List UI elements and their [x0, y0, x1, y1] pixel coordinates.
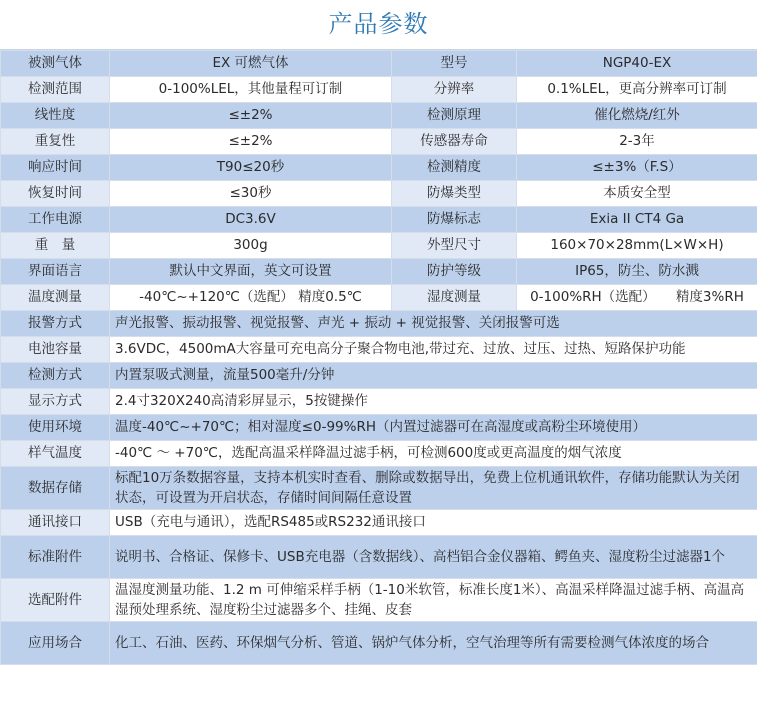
param-label: 恢复时间	[1, 181, 110, 207]
param-label: 检测方式	[1, 363, 110, 389]
param-value: 默认中文界面，英文可设置	[110, 259, 392, 285]
table-row	[1, 311, 757, 337]
spec-table-body	[1, 51, 757, 665]
param-label: 使用环境	[1, 415, 110, 441]
param-label: 线性度	[1, 103, 110, 129]
param-label: 重复性	[1, 129, 110, 155]
param-value: 说明书、合格证、保修卡、USB充电器（含数据线）、高档铝合金仪器箱、鳄鱼夹、湿度粉尘过滤器1个	[110, 536, 757, 579]
table-row	[1, 51, 757, 77]
param-value: -40℃ ～ +70℃，选配高温采样降温过滤手柄，可检测600度或更高温度的烟气浓度	[110, 441, 757, 467]
param-value: 2.4寸320X240高清彩屏显示，5按键操作	[110, 389, 757, 415]
param-label: 型号	[392, 51, 517, 77]
param-label: 防爆类型	[392, 181, 517, 207]
table-row	[1, 103, 757, 129]
param-label: 界面语言	[1, 259, 110, 285]
param-value: ≤30秒	[110, 181, 392, 207]
param-value: 催化燃烧/红外	[517, 103, 757, 129]
param-value: 本质安全型	[517, 181, 757, 207]
param-label: 电池容量	[1, 337, 110, 363]
param-value: 化工、石油、医药、环保烟气分析、管道、锅炉气体分析，空气治理等所有需要检测气体浓度的场合	[110, 622, 757, 665]
spec-table	[0, 50, 757, 665]
table-row	[1, 337, 757, 363]
table-row	[1, 415, 757, 441]
param-value: ≤±2%	[110, 129, 392, 155]
param-label: 应用场合	[1, 622, 110, 665]
param-value: ≤±3%（F.S）	[517, 155, 757, 181]
param-value: Exia II CT4 Ga	[517, 207, 757, 233]
param-label: 样气温度	[1, 441, 110, 467]
table-row	[1, 510, 757, 536]
param-label: 通讯接口	[1, 510, 110, 536]
param-value: 2-3年	[517, 129, 757, 155]
param-label: 防护等级	[392, 259, 517, 285]
param-label: 外型尺寸	[392, 233, 517, 259]
param-label: 检测精度	[392, 155, 517, 181]
param-value: 温度-40℃~+70℃；相对湿度≤0-99%RH（内置过滤器可在高湿度或高粉尘环境使用）	[110, 415, 757, 441]
param-value: 300g	[110, 233, 392, 259]
param-label: 响应时间	[1, 155, 110, 181]
param-value: 声光报警、振动报警、视觉报警、声光 + 振动 + 视觉报警、关闭报警可选	[110, 311, 757, 337]
param-label: 防爆标志	[392, 207, 517, 233]
param-value: NGP40-EX	[517, 51, 757, 77]
param-label: 温度测量	[1, 285, 110, 311]
param-value: -40℃~+120℃（选配） 精度0.5℃	[110, 285, 392, 311]
table-row	[1, 129, 757, 155]
param-label: 检测范围	[1, 77, 110, 103]
param-value: 0.1%LEL，更高分辨率可订制	[517, 77, 757, 103]
param-value: 内置泵吸式测量，流量500毫升/分钟	[110, 363, 757, 389]
table-row	[1, 441, 757, 467]
param-value: 3.6VDC，4500mA大容量可充电高分子聚合物电池,带过充、过放、过压、过热、短路保护功能	[110, 337, 757, 363]
param-value: IP65，防尘、防水溅	[517, 259, 757, 285]
table-row	[1, 579, 757, 622]
param-value: ≤±2%	[110, 103, 392, 129]
param-label: 数据存储	[1, 467, 110, 510]
table-row	[1, 77, 757, 103]
param-value: 0-100%RH（选配） 精度3%RH	[517, 285, 757, 311]
param-label: 重 量	[1, 233, 110, 259]
param-label: 选配附件	[1, 579, 110, 622]
param-value: EX 可燃气体	[110, 51, 392, 77]
param-label: 检测原理	[392, 103, 517, 129]
param-value: USB（充电与通讯），选配RS485或RS232通讯接口	[110, 510, 757, 536]
page-title: 产品参数	[0, 0, 757, 50]
param-value: DC3.6V	[110, 207, 392, 233]
table-row	[1, 207, 757, 233]
param-label: 显示方式	[1, 389, 110, 415]
param-label: 标准附件	[1, 536, 110, 579]
table-row	[1, 259, 757, 285]
param-value: 0-100%LEL，其他量程可订制	[110, 77, 392, 103]
table-row	[1, 622, 757, 665]
table-row	[1, 389, 757, 415]
param-value: 160×70×28mm(L×W×H)	[517, 233, 757, 259]
table-row	[1, 363, 757, 389]
param-value: 温湿度测量功能、1.2 m 可伸缩采样手柄（1-10米软管，标准长度1米）、高温采样降温过滤手柄、高温高湿预处理系统、湿度粉尘过滤器多个、挂绳、皮套	[110, 579, 757, 622]
table-row	[1, 285, 757, 311]
table-row	[1, 155, 757, 181]
table-row	[1, 233, 757, 259]
param-value: T90≤20秒	[110, 155, 392, 181]
table-row	[1, 467, 757, 510]
table-row	[1, 181, 757, 207]
param-label: 传感器寿命	[392, 129, 517, 155]
param-label: 报警方式	[1, 311, 110, 337]
param-label: 分辨率	[392, 77, 517, 103]
param-label: 被测气体	[1, 51, 110, 77]
param-label: 工作电源	[1, 207, 110, 233]
table-row	[1, 536, 757, 579]
param-label: 湿度测量	[392, 285, 517, 311]
param-value: 标配10万条数据容量，支持本机实时查看、删除或数据导出，免费上位机通讯软件，存储功能默认为关闭状态，可设置为开启状态，存储时间间隔任意设置	[110, 467, 757, 510]
